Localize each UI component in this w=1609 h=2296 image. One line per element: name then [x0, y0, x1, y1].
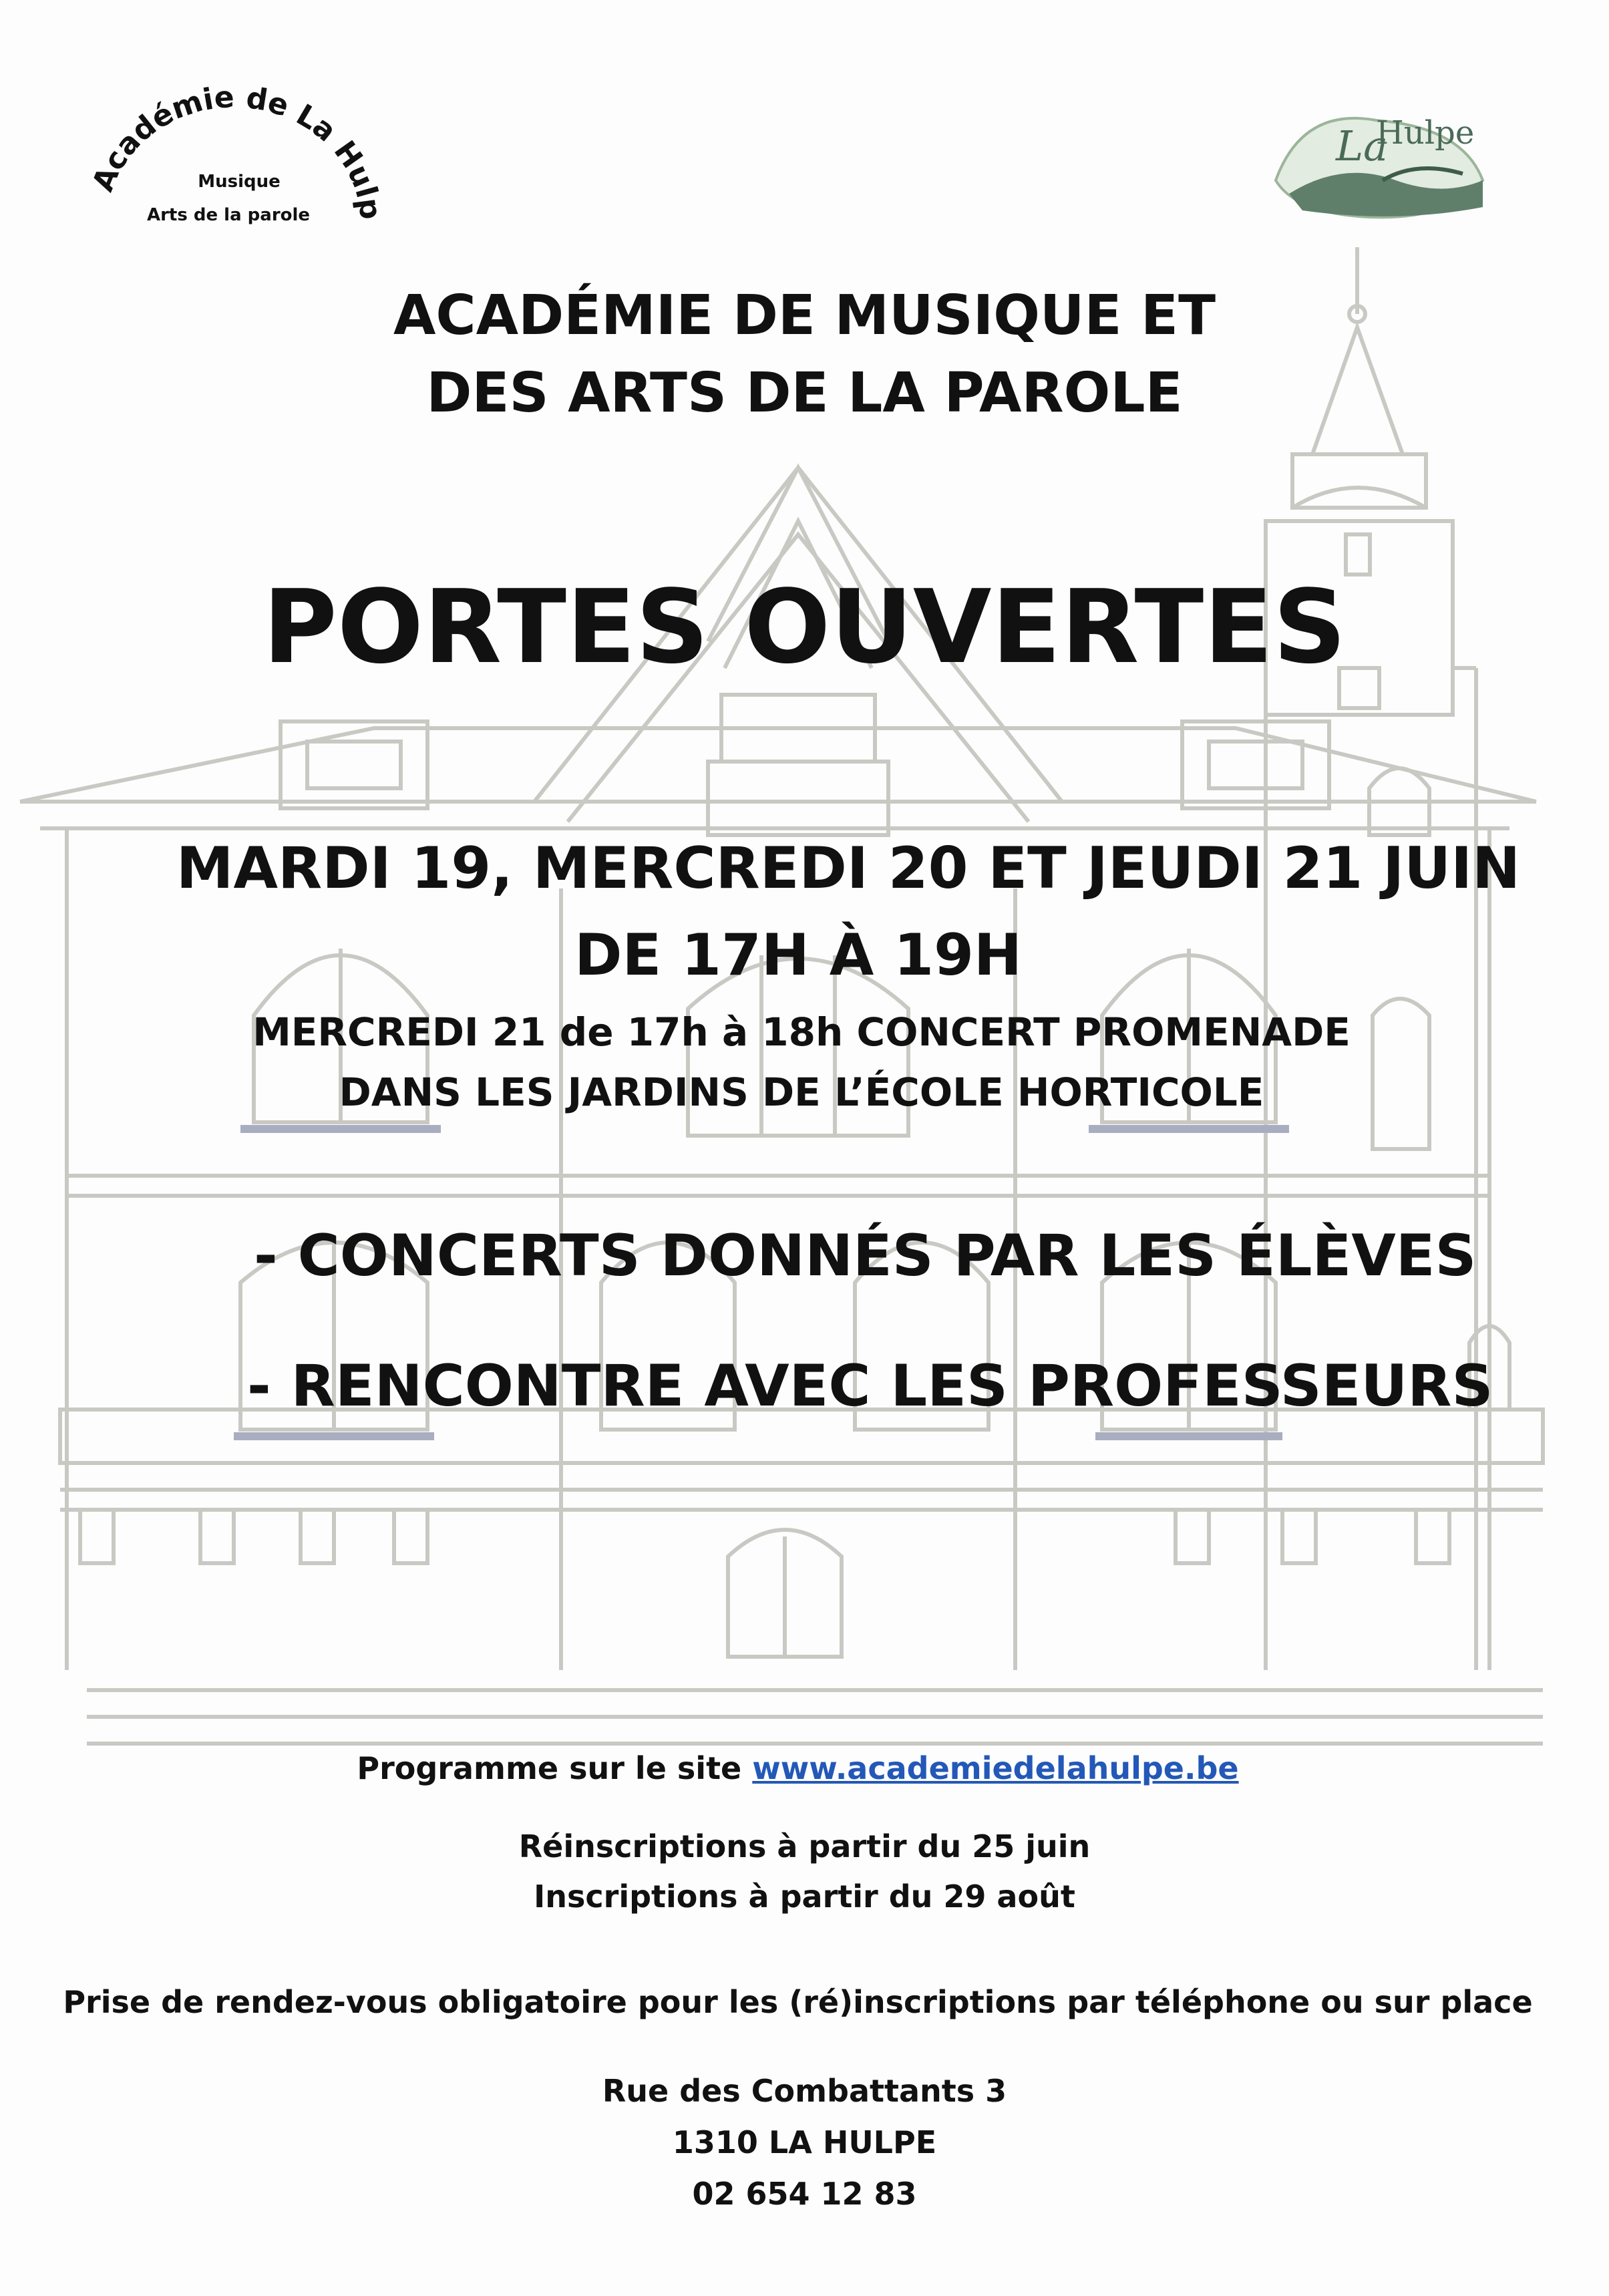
activity-item: [254, 1222, 1477, 1289]
town-logo-prefix: La: [1336, 122, 1389, 170]
activity-label: RENCONTRE AVEC LES PROFESSEURS: [291, 1353, 1493, 1420]
page-title: PORTES OUVERTES: [262, 568, 1347, 686]
dates-hours: DE 17H À 19H: [574, 922, 1022, 989]
academy-logo-line1: Musique: [198, 172, 281, 192]
reinscriptions-date: Réinscriptions à partir du 25 juin: [518, 1828, 1091, 1864]
inscriptions-date: Inscriptions à partir du 29 août: [534, 1878, 1075, 1915]
dates-days: MARDI 19, MERCREDI 20 ET JEUDI 21 JUIN: [176, 835, 1521, 902]
concert-promenade: [0, 1002, 1603, 1122]
town-logo-name: Hulpe: [1376, 114, 1475, 152]
town-logo-graphic: [1262, 80, 1503, 227]
academy-logo-name: Académie de La Hul: [85, 79, 381, 202]
activity-item: [247, 1353, 1493, 1420]
academy-logo: [80, 67, 381, 240]
academy-logo-line2: Arts de la parole: [146, 205, 311, 225]
activity-label: CONCERTS DONNÉS PAR LES ÉLÈVES: [297, 1222, 1477, 1289]
address-city: 1310 LA HULPE: [672, 2124, 937, 2160]
website-link[interactable]: www.academiedelahulpe.be: [752, 1750, 1239, 1786]
concert-line2: DANS LES JARDINS DE L’ÉCOLE HORTICOLE: [339, 1070, 1264, 1115]
concert-line1: MERCREDI 21 de 17h à 18h CONCERT PROMENADE: [252, 1009, 1351, 1055]
bullet-dash: -: [247, 1353, 291, 1420]
bullet-dash: -: [254, 1222, 298, 1289]
academy-title-line1: ACADÉMIE DE MUSIQUE ET: [393, 284, 1216, 347]
appointment-notice: Prise de rendez-vous obligatoire pour les (ré)inscriptions par téléphone ou sur place: [63, 1984, 1533, 2020]
program-label: Programme sur le site: [357, 1750, 742, 1786]
address-street: Rue des Combattants 3: [602, 2073, 1007, 2109]
town-logo: [1262, 80, 1503, 227]
academy-logo-graphic: [80, 67, 381, 240]
academy-title: [0, 277, 1609, 432]
academy-title-line2: DES ARTS DE LA PAROLE: [426, 361, 1183, 425]
phone-number: 02 654 12 83: [692, 2176, 917, 2212]
program-line: [0, 1750, 1602, 1786]
svg-text:Académie de La Hulpe: [80, 67, 381, 221]
